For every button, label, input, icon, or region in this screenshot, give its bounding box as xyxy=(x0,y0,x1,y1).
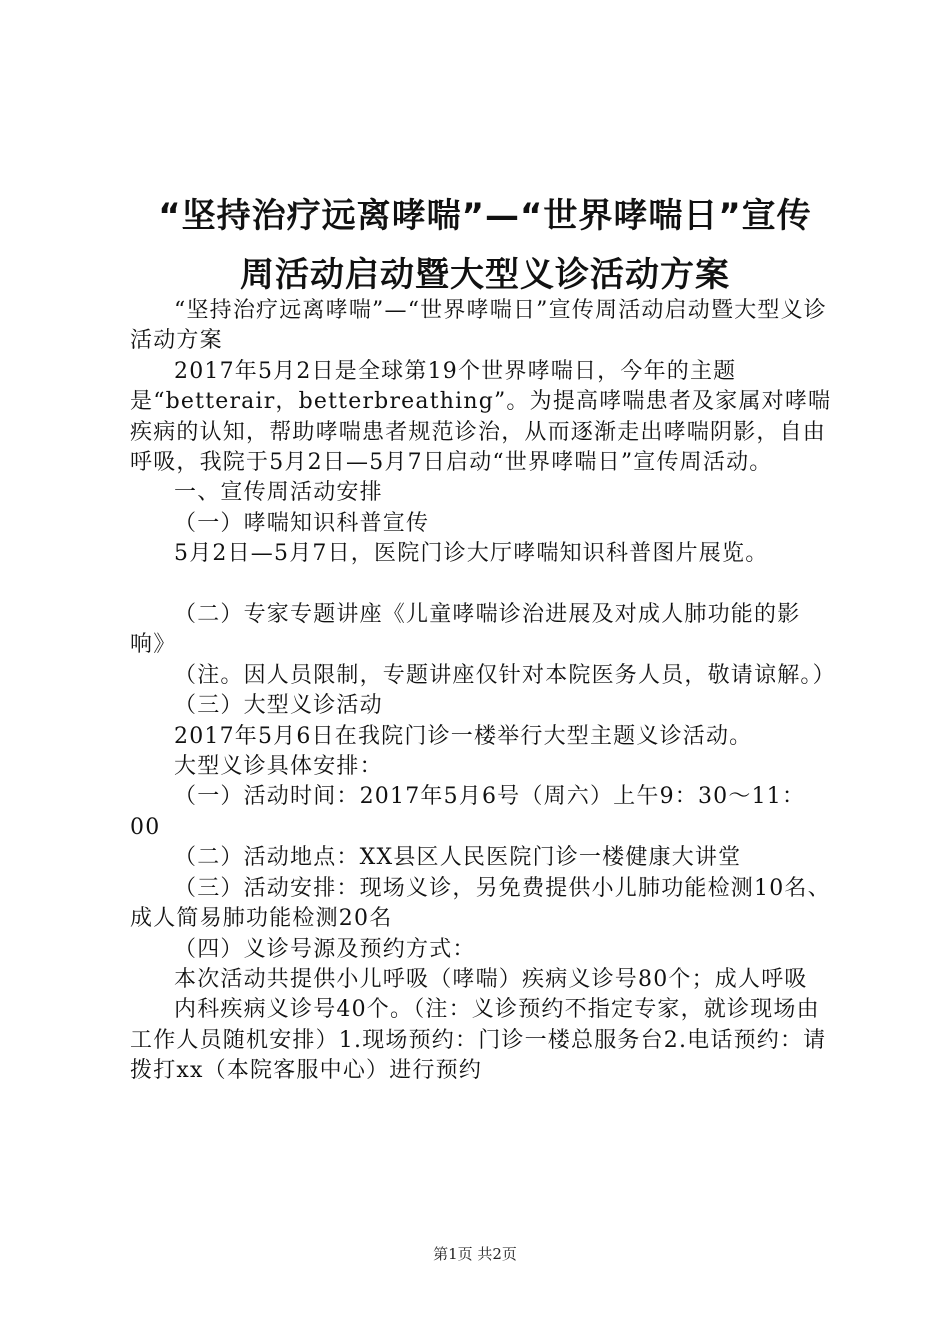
subheading-lecture: （二）专家专题讲座《儿童哮喘诊治进展及对成人肺功能的影响》 xyxy=(130,602,801,658)
item-appointment-method: （四）义诊号源及预约方式： xyxy=(174,936,476,962)
paragraph-exhibition: 5月2日—5月7日，医院门诊大厅哮喘知识科普图片展览。 xyxy=(174,541,769,567)
paragraph-appointment-details: 内科疾病义诊号40个。（注：义诊预约不指定专家，就诊现场由工作人员随机安排）1.现场预约：门诊一楼总服务台2.电话预约：请拨打xx（本院客服中心）进行预约 xyxy=(130,997,827,1084)
paragraph-lecture-note: （注。因人员限制，专题讲座仅针对本院医务人员，敬请谅解。） xyxy=(174,662,836,688)
section-heading-schedule: 一、宣传周活动安排 xyxy=(174,480,383,506)
paragraph-clinic-arrangement: 大型义诊具体安排： xyxy=(174,754,383,780)
paragraph-appointment-quota: 本次活动共提供小儿呼吸（哮喘）疾病义诊号80个；成人呼吸 xyxy=(174,966,808,992)
item-activity-arrangement: （三）活动安排：现场义诊，另免费提供小儿肺功能检测10名、成人简易肺功能检测20名 xyxy=(130,875,831,932)
document-title-line-1: “坚持治疗远离哮喘”—“世界哮喘日”宣传 xyxy=(158,196,812,236)
document-title-line-2: 周活动启动暨大型义诊活动方案 xyxy=(240,255,730,295)
paragraph-background: 2017年5月2日是全球第19个世界哮喘日，今年的主题是“betterair，betterbreathing”。为提高哮喘患者及家属对哮喘疾病的认知，帮助哮喘患者规范诊治，从而逐渐走出哮喘阴影，自由呼吸，我院于5月2日—5月7日启动“世界哮喘日”宣传周活动。 xyxy=(130,358,832,476)
document-body xyxy=(130,296,835,1087)
page-footer: 第1页 共2页 xyxy=(433,1245,517,1263)
item-activity-time: （一）活动时间：2017年5月6号（周六）上午9：30～11：00 xyxy=(130,784,806,840)
item-activity-location: （二）活动地点：XX县区人民医院门诊一楼健康大讲堂 xyxy=(174,845,742,871)
subheading-free-clinic: （三）大型义诊活动 xyxy=(174,693,383,719)
subheading-science-promo: （一）哮喘知识科普宣传 xyxy=(174,510,430,536)
paragraph-clinic-date: 2017年5月6日在我院门诊一楼举行大型主题义诊活动。 xyxy=(174,723,753,749)
paragraph-intro-title: “坚持治疗远离哮喘”—“世界哮喘日”宣传周活动启动暨大型义诊活动方案 xyxy=(130,298,827,354)
